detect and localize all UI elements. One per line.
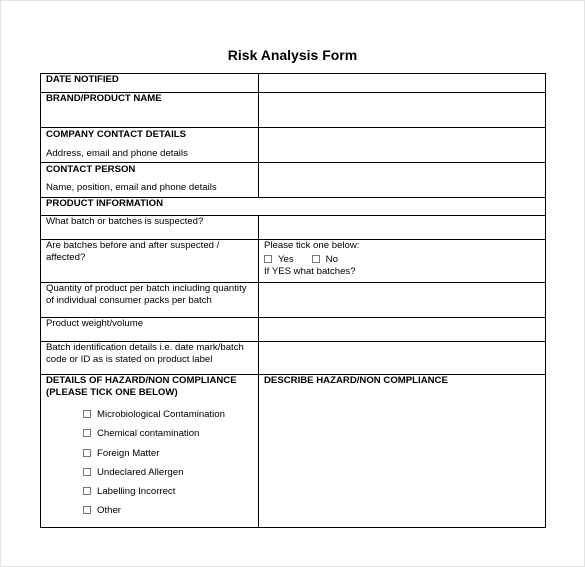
tick-one-label: Please tick one below: [264,240,360,251]
page-title: Risk Analysis Form [227,47,358,63]
if-yes-label: If YES what batches? [264,266,356,277]
table-row [41,163,546,198]
risk-analysis-table [40,73,546,528]
label-cell [41,128,259,163]
contact-person-label: CONTACT PERSON [46,164,136,175]
quantity-label: Quantity of product per batch including quantity of individual consumer packs per batch [46,283,247,306]
quantity-field[interactable] [259,283,546,318]
date-notified-label: DATE NOTIFIED [46,74,119,85]
label-cell [41,216,259,240]
label-cell [41,318,259,342]
hazard-checkbox[interactable] [83,410,91,418]
table-row [41,375,546,528]
hazard-checkbox[interactable] [83,468,91,476]
contact-person-field[interactable] [259,163,546,198]
label-cell [41,283,259,318]
label-cell [41,342,259,375]
label-cell [41,163,259,198]
hazard-checkbox[interactable] [83,487,91,495]
describe-hazard-label: DESCRIBE HAZARD/NON COMPLIANCE [264,375,448,386]
yes-no-group [264,254,540,266]
table-row [41,128,546,163]
hazard-option[interactable] [83,486,253,505]
product-info-header [41,198,546,216]
table-row [41,318,546,342]
no-checkbox[interactable] [312,255,320,263]
hazard-checkbox[interactable] [83,429,91,437]
hazard-option[interactable] [83,467,253,486]
weight-volume-label: Product weight/volume [46,318,144,329]
hazard-checkbox[interactable] [83,449,91,457]
hazard-option-label: Foreign Matter [97,447,160,459]
table-row [41,93,546,128]
label-cell [41,93,259,128]
hazard-checkbox[interactable] [83,506,91,514]
brand-product-field[interactable] [259,93,546,128]
table-row [41,240,546,283]
hazard-option[interactable] [83,428,253,447]
batches-before-after-label: Are batches before and after suspected / affected? [46,240,220,263]
company-contact-sublabel: Address, email and phone details [46,147,188,159]
hazard-details-label: DETAILS OF HAZARD/NON COMPLIANCE [46,375,237,386]
hazard-option[interactable] [83,505,253,524]
product-info-label: PRODUCT INFORMATION [46,198,164,209]
weight-volume-field[interactable] [259,318,546,342]
label-cell [41,240,259,283]
batches-before-after-cell [259,240,546,283]
hazard-details-cell [41,375,259,528]
hazard-option[interactable] [83,409,253,428]
company-contact-label: COMPANY CONTACT DETAILS [46,129,186,140]
hazard-option-label: Labelling Incorrect [97,486,176,498]
yes-label: Yes [278,253,294,265]
table-row [41,198,546,216]
no-label: No [325,253,338,265]
company-contact-field[interactable] [259,128,546,163]
hazard-option-label: Undeclared Allergen [97,466,184,478]
hazard-tick-label: (PLEASE TICK ONE BELOW) [46,386,178,398]
hazard-options-list [46,409,253,525]
table-row [41,216,546,240]
table-row [41,283,546,318]
date-notified-field[interactable] [259,74,546,93]
describe-hazard-cell[interactable] [259,375,546,528]
batch-suspected-label: What batch or batches is suspected? [46,216,204,227]
contact-person-sublabel: Name, position, email and phone details [46,181,217,193]
batch-suspected-field[interactable] [259,216,546,240]
table-row [41,74,546,93]
table-row [41,342,546,375]
yes-checkbox[interactable] [264,255,272,263]
hazard-option-label: Microbiological Contamination [97,409,225,420]
batch-id-label: Batch identification details i.e. date mark/batch code or ID as is stated on product label [46,342,244,365]
hazard-option[interactable] [83,448,253,467]
batch-id-field[interactable] [259,342,546,375]
hazard-option-label: Chemical contamination [97,428,200,440]
brand-product-label: BRAND/PRODUCT NAME [46,93,162,104]
hazard-option-label: Other [97,505,121,517]
label-cell [41,74,259,93]
